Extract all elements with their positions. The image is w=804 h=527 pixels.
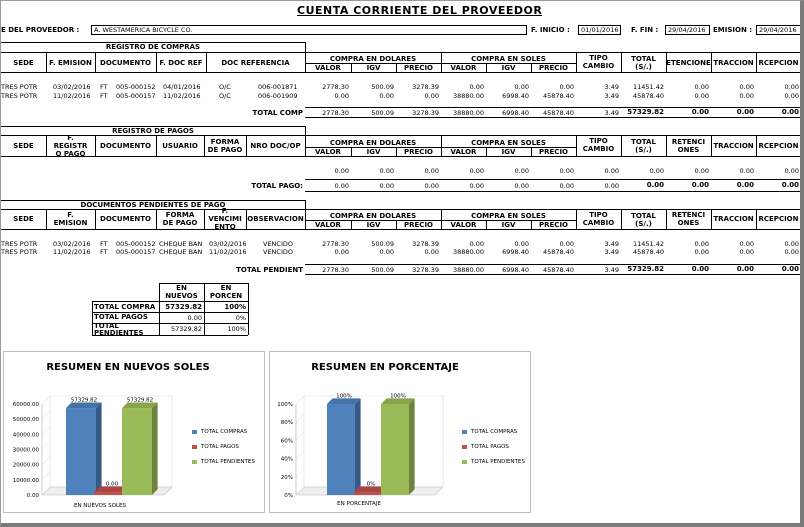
cell-sede: TRES POTR	[1, 240, 38, 248]
total-pd: 3278.39	[412, 109, 439, 117]
pagos-total-label: TOTAL PAGO:	[251, 182, 303, 190]
total-igvd: 500.09	[371, 266, 394, 274]
cell-igvd: 500.09	[371, 83, 394, 91]
f-fin-label: F. FIN :	[631, 26, 659, 34]
compras-col-documento: DOCUMENTO	[100, 59, 151, 67]
cell-igvd: 0.00	[379, 248, 394, 256]
cell-total: 45878.40	[632, 248, 664, 256]
cell-ps: 45878.40	[542, 248, 574, 256]
compras-col-tipo: TIPO	[589, 54, 608, 62]
cell-per: 0.00	[784, 240, 799, 248]
gridline	[296, 432, 304, 440]
pend-col-ret-1: RETENCI	[671, 211, 706, 219]
pagos-col-per: RCEPCION	[758, 142, 799, 150]
bar-compras-side	[96, 402, 102, 495]
y-tick-label: 0%	[284, 493, 293, 499]
pendientes-section-title: DOCUMENTOS PENDIENTES DE PAGO	[80, 201, 226, 209]
pagos-col-fecha-2: REGISTR	[53, 142, 88, 150]
cell-per: 0.00	[784, 83, 799, 91]
pagos-col-ret-2: ONES	[677, 146, 700, 154]
cell-tipo: FT	[100, 92, 108, 100]
cell-vs: 38880.00	[452, 92, 484, 100]
f-inicio-field: 01/01/2016	[578, 25, 621, 35]
y-tick-label: 20000.00	[12, 462, 39, 469]
legend-item-compras: TOTAL COMPRAS	[192, 429, 255, 435]
cell-sede: TRES POTR	[1, 92, 38, 100]
cell-igvs: 6998.40	[502, 92, 529, 100]
cell-vd: 2778.30	[322, 83, 349, 91]
proveedor-field: A. WESTAMERICA BICYCLE CO.	[91, 25, 527, 35]
pendientes-total-label: TOTAL PENDIENT	[236, 266, 303, 274]
gridline	[296, 396, 304, 404]
pend-col-precio-s: PRECIO	[539, 221, 568, 229]
chart-title-soles: RESUMEN EN NUEVOS SOLES	[46, 362, 210, 373]
pend-col-tipo: TIPO	[589, 211, 608, 219]
pend-col-total-unit: (S/.)	[635, 220, 652, 228]
total-igvs: 6998.40	[502, 266, 529, 274]
cell-tc: 0.00	[604, 167, 619, 175]
chart-title-porcentaje: RESUMEN EN PORCENTAJE	[311, 362, 459, 373]
legend-item-pagos: TOTAL PAGOS	[462, 444, 525, 450]
cell-ps: 0.00	[559, 167, 574, 175]
cell-vd: 0.00	[334, 167, 349, 175]
chart-legend-porcentaje	[462, 429, 525, 474]
cell-pd: 3278.39	[412, 240, 439, 248]
compras-total-label: TOTAL COMP	[252, 109, 303, 117]
summary-col-soles-2: NUEVOS	[165, 292, 198, 300]
cell-obs: VENCIDO	[263, 248, 293, 256]
cell-total: 11451.42	[632, 83, 664, 91]
cell-vs: 0.00	[469, 167, 484, 175]
cell-det: 0.00	[739, 240, 754, 248]
total-tc: 3.49	[604, 109, 619, 117]
total-per: 0.00	[781, 181, 799, 189]
cell-ps: 45878.40	[542, 92, 574, 100]
pagos-col-valor-d: VALOR	[315, 148, 341, 156]
total-vd: 2778.30	[322, 109, 349, 117]
pagos-col-precio-d: PRECIO	[404, 148, 433, 156]
y-tick-label: 100%	[277, 402, 293, 408]
bar-pendientes-side	[409, 398, 415, 495]
gridline	[42, 426, 50, 434]
pend-col-forma-2: DE PAGO	[162, 219, 198, 227]
compras-section-title: REGISTRO DE COMPRAS	[105, 43, 201, 51]
compras-col-ret: ETENCIONE	[666, 59, 711, 67]
pagos-col-sede: SEDE	[13, 142, 34, 150]
cell-tc: 3.49	[604, 240, 619, 248]
summary-pct-pagos: 0%	[235, 314, 246, 322]
chart-panel-porcentaje	[269, 351, 531, 513]
pagos-col-soles: COMPRA EN SOLES	[471, 139, 546, 147]
cell-ref: 006-001871	[258, 83, 298, 91]
gridline	[296, 469, 304, 477]
cell-fecha: 03/02/2016	[53, 240, 91, 248]
cell-forma: CHEQUE BAN	[159, 248, 203, 256]
cell-obs: VENCIDO	[263, 240, 293, 248]
total-igvd: 0.00	[379, 182, 394, 190]
bar-pendientes-side	[152, 402, 158, 495]
cell-igvs: 0.00	[514, 167, 529, 175]
compras-col-sede: SEDE	[13, 59, 34, 67]
y-tick-label: 10000.00	[12, 477, 39, 484]
total-vs: 38880.00	[452, 109, 484, 117]
cell-tc: 3.49	[604, 83, 619, 91]
summary-soles-pagos: 0.00	[187, 314, 202, 322]
summary-pct-compras: 100%	[224, 303, 246, 311]
data-label-pagos: 0%	[366, 481, 376, 488]
cell-igvs: 0.00	[514, 240, 529, 248]
bar-pagos-front	[94, 492, 124, 495]
total-tc: 3.49	[604, 266, 619, 274]
cell-total: 45878.40	[632, 92, 664, 100]
pend-col-cambio: CAMBIO	[582, 219, 615, 227]
cell-fref: 04/01/2016	[163, 83, 201, 91]
compras-col-igv-s: IGV	[501, 64, 516, 72]
cell-per: 0.00	[784, 92, 799, 100]
total-ps: 45878.40	[542, 109, 574, 117]
pagos-col-fecha-1: F.	[67, 134, 74, 142]
pend-col-ret-2: ONES	[677, 219, 700, 227]
compras-col-soles: COMPRA EN SOLES	[471, 55, 546, 63]
cell-fecha: 03/02/2016	[53, 83, 91, 91]
cell-igvs: 0.00	[514, 83, 529, 91]
cell-sede: TRES POTR	[1, 83, 38, 91]
cell-forma: CHEQUE BAN	[159, 240, 203, 248]
pagos-col-precio-s: PRECIO	[539, 148, 568, 156]
total-total: 57329.82	[627, 265, 664, 273]
pend-col-dolares: COMPRA EN DOLARES	[329, 212, 417, 220]
compras-col-valor-d: VALOR	[315, 64, 341, 72]
bar-compras-front	[66, 408, 96, 495]
summary-label-compras: TOTAL COMPRA	[94, 303, 156, 311]
cell-venc: 11/02/2016	[209, 248, 247, 256]
y-tick-label: 30000.00	[12, 447, 39, 454]
y-tick-label: 40000.00	[12, 432, 39, 439]
cell-pd: 3278.39	[412, 83, 439, 91]
y-tick-label: 60%	[280, 438, 293, 445]
pend-col-venc-2: VENCIMI	[208, 215, 242, 223]
total-ret: 0.00	[691, 265, 709, 273]
pagos-col-igv-d: IGV	[366, 148, 381, 156]
x-category-label: EN NUEVOS SOLES	[73, 503, 127, 509]
chart-legend-soles	[192, 429, 255, 474]
pend-col-fecha-1: F.	[67, 211, 74, 219]
cell-igvd: 500.09	[371, 240, 394, 248]
pend-col-valor-d: VALOR	[315, 221, 341, 229]
summary-label-pendientes: TOTAL PENDIENTES	[94, 323, 144, 335]
total-per: 0.00	[781, 108, 799, 116]
pend-col-sede: SEDE	[13, 215, 34, 223]
gridline	[296, 414, 304, 422]
chart-panel-soles	[3, 351, 265, 513]
y-tick-label: 40%	[280, 456, 293, 463]
pagos-section-title: REGISTRO DE PAGOS	[112, 127, 194, 135]
gridline	[42, 472, 50, 480]
cell-det: 0.00	[739, 248, 754, 256]
cell-vd: 2778.30	[322, 240, 349, 248]
cell-tipo: FT	[100, 248, 108, 256]
pagos-col-ret-1: RETENCI	[671, 138, 706, 146]
cell-pd: 0.00	[424, 92, 439, 100]
total-total: 0.00	[646, 181, 664, 189]
data-label-pendientes: 57329.82	[126, 397, 154, 404]
cell-ps: 0.00	[559, 240, 574, 248]
total-ret: 0.00	[691, 181, 709, 189]
data-label-compras: 57329.82	[70, 397, 98, 404]
pagos-col-valor-s: VALOR	[450, 148, 477, 156]
cell-per: 0.00	[784, 248, 799, 256]
pend-col-obs: OBSERVACION	[247, 215, 304, 223]
total-pd: 0.00	[424, 182, 439, 190]
emision-field: 29/04/2016	[756, 25, 802, 35]
cell-ref: 006-001909	[258, 92, 298, 100]
pend-col-fecha-2: EMISION	[53, 219, 88, 227]
bar-pendientes-front	[122, 408, 152, 495]
cell-doc: 005-000152	[116, 83, 156, 91]
pend-col-documento: DOCUMENTO	[100, 215, 151, 223]
summary-soles-compras: 57329.82	[165, 303, 202, 311]
f-fin-field: 29/04/2016	[665, 25, 710, 35]
summary-col-pct-2: PORCEN	[209, 292, 243, 300]
pagos-col-fecha-3: O PAGO	[55, 150, 86, 156]
compras-col-igv-d: IGV	[366, 64, 381, 72]
summary-col-pct-1: EN	[220, 284, 232, 292]
compras-col-per: RCEPCION	[758, 59, 799, 67]
pend-col-forma-1: FORMA	[165, 211, 195, 219]
pend-col-soles: COMPRA EN SOLES	[471, 212, 546, 220]
compras-col-total-unit: (S/.)	[635, 63, 652, 71]
total-vs: 0.00	[469, 182, 484, 190]
total-ret: 0.00	[691, 108, 709, 116]
total-pd: 3278.39	[412, 266, 439, 274]
compras-col-det: TRACCION	[713, 59, 754, 67]
cell-ret: 0.00	[694, 83, 709, 91]
cell-fecha: 11/02/2016	[53, 248, 91, 256]
cell-doc: 005-000157	[116, 92, 156, 100]
y-tick-label: 80%	[280, 420, 293, 427]
gridline	[42, 457, 50, 465]
gridline	[42, 411, 50, 419]
bar-compras-side	[355, 398, 361, 495]
cell-oc: O/C	[219, 92, 231, 100]
cell-ret: 0.00	[694, 248, 709, 256]
cell-ps: 0.00	[559, 83, 574, 91]
total-total: 57329.82	[627, 108, 664, 116]
pagos-col-forma-1: FORMA	[210, 138, 240, 146]
cell-tc: 3.49	[604, 92, 619, 100]
emision-label: EMISION :	[713, 26, 753, 34]
pend-col-det: TRACCION	[713, 215, 754, 223]
cell-pd: 0.00	[424, 167, 439, 175]
cell-total: 11451.42	[632, 240, 664, 248]
compras-col-total: TOTAL	[631, 55, 656, 63]
pend-col-per: RCEPCION	[758, 215, 799, 223]
cell-tc: 3.49	[604, 248, 619, 256]
proveedor-label: E DEL PROVEEDOR :	[1, 26, 80, 34]
y-tick-label: 0.00	[26, 493, 39, 499]
y-tick-label: 60000.00	[12, 402, 39, 408]
data-label-pagos: 0.00	[105, 481, 119, 488]
cell-igvd: 0.00	[379, 92, 394, 100]
pagos-col-total: TOTAL	[631, 138, 656, 146]
cell-venc: 03/02/2016	[209, 240, 247, 248]
summary-col-soles-1: EN	[176, 284, 187, 292]
pend-col-igv-d: IGV	[366, 221, 381, 229]
pend-col-total: TOTAL	[631, 212, 656, 220]
total-vd: 2778.30	[322, 266, 349, 274]
total-det: 0.00	[736, 108, 754, 116]
gridline	[296, 451, 304, 459]
y-tick-label: 20%	[280, 474, 293, 481]
page-title: CUENTA CORRIENTE DEL PROVEEDOR	[297, 4, 543, 17]
cell-vd: 0.00	[334, 92, 349, 100]
pagos-col-forma-2: DE PAGO	[207, 146, 243, 154]
bar-compras-front	[327, 404, 355, 495]
data-label-compras: 100%	[336, 393, 352, 400]
pend-col-venc-3: ENTO	[214, 223, 236, 229]
total-igvs: 6998.40	[502, 109, 529, 117]
pagos-col-det: TRACCION	[713, 142, 754, 150]
summary-label-pagos: TOTAL PAGOS	[94, 313, 148, 321]
compras-col-docref: DOC REFERENCIA	[221, 59, 290, 67]
cell-det: 0.00	[739, 83, 754, 91]
x-category-label: EN PORCENTAJE	[337, 501, 381, 507]
pagos-col-documento: DOCUMENTO	[100, 142, 151, 150]
cell-per: 0.00	[784, 167, 799, 175]
bar-pagos-front	[354, 492, 382, 495]
pend-col-igv-s: IGV	[501, 221, 516, 229]
cell-total: 0.00	[649, 167, 664, 175]
cell-tipo: FT	[100, 240, 108, 248]
legend-item-pendientes: TOTAL PENDIENTES	[462, 459, 525, 465]
total-per: 0.00	[781, 265, 799, 273]
total-ps: 0.00	[559, 182, 574, 190]
pagos-col-cambio: CAMBIO	[582, 145, 615, 153]
cell-sede: TRES POTR	[1, 248, 38, 256]
cell-doc: 005-000152	[116, 240, 156, 248]
pagos-col-tipo: TIPO	[589, 137, 608, 145]
y-tick-label: 50000.00	[12, 417, 39, 424]
compras-col-dolares: COMPRA EN DOLARES	[329, 55, 417, 63]
compras-col-valor-s: VALOR	[450, 64, 477, 72]
bar-pendientes-front	[381, 404, 409, 495]
cell-tipo: FT	[100, 83, 108, 91]
compras-col-precio-d: PRECIO	[404, 64, 433, 72]
pagos-col-usuario: USUARIO	[162, 142, 198, 150]
cell-ret: 0.00	[694, 240, 709, 248]
total-det: 0.00	[736, 181, 754, 189]
summary-pct-pendientes: 100%	[227, 325, 246, 333]
legend-item-compras: TOTAL COMPRAS	[462, 429, 525, 435]
data-label-pendientes: 100%	[390, 393, 406, 400]
cell-fecha: 11/02/2016	[53, 92, 91, 100]
pagos-col-total-unit: (S/.)	[635, 146, 652, 154]
cell-ret: 0.00	[694, 167, 709, 175]
compras-col-precio-s: PRECIO	[539, 64, 568, 72]
compras-col-cambio: CAMBIO	[582, 62, 615, 70]
total-tc: 0.00	[604, 182, 619, 190]
cell-vd: 0.00	[334, 248, 349, 256]
pagos-col-nro: NRO DOC/OP	[250, 142, 301, 150]
total-vd: 0.00	[334, 182, 349, 190]
legend-item-pendientes: TOTAL PENDIENTES	[192, 459, 255, 465]
compras-col-fdocref: F. DOC REF	[159, 59, 203, 67]
pagos-col-igv-s: IGV	[501, 148, 516, 156]
pend-col-precio-d: PRECIO	[404, 221, 433, 229]
cell-igvd: 0.00	[379, 167, 394, 175]
cell-vs: 0.00	[469, 240, 484, 248]
cell-vs: 38880.00	[452, 248, 484, 256]
gridline	[42, 442, 50, 450]
cell-oc: O/C	[219, 83, 231, 91]
cell-det: 0.00	[739, 167, 754, 175]
gridline	[42, 396, 50, 404]
cell-vs: 0.00	[469, 83, 484, 91]
pagos-col-dolares: COMPRA EN DOLARES	[329, 139, 417, 147]
pend-col-valor-s: VALOR	[450, 221, 477, 229]
total-igvd: 500.09	[371, 109, 394, 117]
compras-col-emision: F. EMISION	[49, 59, 92, 67]
cell-fref: 11/02/2016	[163, 92, 201, 100]
back-wall	[304, 396, 443, 487]
f-inicio-label: F. INICIO :	[531, 26, 570, 34]
summary-soles-pendientes: 57329.82	[170, 325, 202, 333]
cell-doc: 005-000157	[116, 248, 156, 256]
cell-pd: 0.00	[424, 248, 439, 256]
total-ps: 45878.40	[542, 266, 574, 274]
total-det: 0.00	[736, 265, 754, 273]
cell-ret: 0.00	[694, 92, 709, 100]
cell-igvs: 6998.40	[502, 248, 529, 256]
pend-col-venc-1: F.	[221, 207, 229, 215]
total-igvs: 0.00	[514, 182, 529, 190]
cell-det: 0.00	[739, 92, 754, 100]
legend-item-pagos: TOTAL PAGOS	[192, 444, 255, 450]
total-vs: 38880.00	[452, 266, 484, 274]
